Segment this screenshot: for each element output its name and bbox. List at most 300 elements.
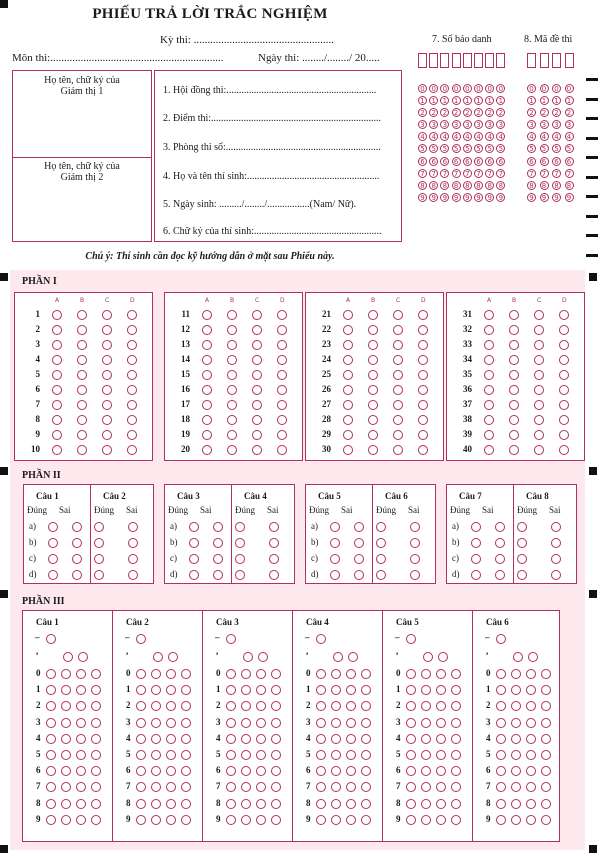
dung-bubble[interactable]: [376, 522, 386, 532]
answer-bubble[interactable]: [52, 430, 62, 440]
digit-bubble[interactable]: [496, 734, 506, 744]
digit-bubble[interactable]: [511, 750, 521, 760]
digit-bubble[interactable]: [91, 815, 101, 825]
digit-bubble[interactable]: [226, 750, 236, 760]
digit-bubble[interactable]: 7: [496, 169, 505, 178]
answer-bubble[interactable]: [559, 415, 569, 425]
sai-bubble[interactable]: [551, 570, 561, 580]
sai-bubble[interactable]: [72, 570, 82, 580]
answer-bubble[interactable]: [127, 385, 137, 395]
answer-bubble[interactable]: [393, 415, 403, 425]
answer-bubble[interactable]: [343, 340, 353, 350]
sai-bubble[interactable]: [269, 522, 279, 532]
answer-bubble[interactable]: [202, 325, 212, 335]
answer-bubble[interactable]: [343, 385, 353, 395]
digit-bubble[interactable]: [91, 734, 101, 744]
comma-bubble[interactable]: [348, 652, 358, 662]
answer-bubble[interactable]: [102, 430, 112, 440]
sai-bubble[interactable]: [410, 538, 420, 548]
write-box[interactable]: [485, 53, 494, 68]
digit-bubble[interactable]: 6: [552, 157, 561, 166]
answer-bubble[interactable]: [343, 415, 353, 425]
write-box[interactable]: [452, 53, 461, 68]
digit-bubble[interactable]: [421, 718, 431, 728]
mon-thi-line[interactable]: Môn thi:...............................................................: [12, 52, 224, 64]
sai-bubble[interactable]: [128, 522, 138, 532]
write-box[interactable]: [527, 53, 536, 68]
answer-bubble[interactable]: [252, 430, 262, 440]
digit-bubble[interactable]: [451, 750, 461, 760]
digit-bubble[interactable]: [421, 669, 431, 679]
sai-bubble[interactable]: [354, 554, 364, 564]
digit-bubble[interactable]: [76, 718, 86, 728]
digit-bubble[interactable]: 0: [552, 84, 561, 93]
answer-bubble[interactable]: [559, 340, 569, 350]
answer-bubble[interactable]: [127, 415, 137, 425]
digit-bubble[interactable]: [271, 734, 281, 744]
answer-bubble[interactable]: [202, 340, 212, 350]
digit-bubble[interactable]: [361, 815, 371, 825]
write-box[interactable]: [474, 53, 483, 68]
answer-bubble[interactable]: [418, 340, 428, 350]
answer-bubble[interactable]: [277, 310, 287, 320]
answer-bubble[interactable]: [227, 400, 237, 410]
digit-bubble[interactable]: 7: [440, 169, 449, 178]
digit-bubble[interactable]: [436, 799, 446, 809]
digit-bubble[interactable]: [436, 718, 446, 728]
write-box[interactable]: [552, 53, 561, 68]
answer-bubble[interactable]: [102, 355, 112, 365]
digit-bubble[interactable]: [316, 750, 326, 760]
digit-bubble[interactable]: 5: [540, 144, 549, 153]
digit-bubble[interactable]: 5: [565, 144, 574, 153]
digit-bubble[interactable]: 4: [452, 132, 461, 141]
digit-bubble[interactable]: [76, 750, 86, 760]
digit-bubble[interactable]: [541, 669, 551, 679]
digit-bubble[interactable]: 2: [552, 108, 561, 117]
digit-bubble[interactable]: 3: [429, 120, 438, 129]
digit-bubble[interactable]: [496, 718, 506, 728]
digit-bubble[interactable]: 9: [429, 193, 438, 202]
digit-bubble[interactable]: [151, 750, 161, 760]
field-diem-thi[interactable]: 2. Điểm thi:....................................................................: [163, 113, 382, 124]
answer-bubble[interactable]: [277, 385, 287, 395]
answer-bubble[interactable]: [227, 310, 237, 320]
digit-bubble[interactable]: 6: [440, 157, 449, 166]
digit-bubble[interactable]: 4: [527, 132, 536, 141]
digit-bubble[interactable]: [256, 734, 266, 744]
write-box[interactable]: [496, 53, 505, 68]
answer-bubble[interactable]: [202, 385, 212, 395]
answer-bubble[interactable]: [393, 325, 403, 335]
digit-bubble[interactable]: [166, 750, 176, 760]
dung-bubble[interactable]: [94, 522, 104, 532]
digit-bubble[interactable]: 4: [474, 132, 483, 141]
digit-bubble[interactable]: [316, 669, 326, 679]
digit-bubble[interactable]: [331, 669, 341, 679]
answer-bubble[interactable]: [534, 385, 544, 395]
answer-bubble[interactable]: [102, 445, 112, 455]
sai-bubble[interactable]: [72, 522, 82, 532]
digit-bubble[interactable]: [226, 734, 236, 744]
sai-bubble[interactable]: [551, 554, 561, 564]
digit-bubble[interactable]: 9: [565, 193, 574, 202]
digit-bubble[interactable]: 9: [474, 193, 483, 202]
answer-bubble[interactable]: [368, 355, 378, 365]
answer-bubble[interactable]: [52, 385, 62, 395]
sai-bubble[interactable]: [269, 554, 279, 564]
sai-bubble[interactable]: [354, 522, 364, 532]
answer-bubble[interactable]: [484, 385, 494, 395]
digit-bubble[interactable]: [496, 669, 506, 679]
digit-bubble[interactable]: [166, 718, 176, 728]
digit-bubble[interactable]: 0: [463, 84, 472, 93]
answer-bubble[interactable]: [252, 415, 262, 425]
sai-bubble[interactable]: [213, 570, 223, 580]
digit-bubble[interactable]: [91, 718, 101, 728]
sai-bubble[interactable]: [213, 522, 223, 532]
answer-bubble[interactable]: [127, 400, 137, 410]
answer-bubble[interactable]: [127, 430, 137, 440]
answer-bubble[interactable]: [52, 310, 62, 320]
digit-bubble[interactable]: [151, 669, 161, 679]
answer-bubble[interactable]: [52, 400, 62, 410]
answer-bubble[interactable]: [509, 310, 519, 320]
answer-bubble[interactable]: [202, 310, 212, 320]
digit-bubble[interactable]: [256, 669, 266, 679]
answer-bubble[interactable]: [393, 340, 403, 350]
digit-bubble[interactable]: 3: [418, 120, 427, 129]
answer-bubble[interactable]: [202, 370, 212, 380]
digit-bubble[interactable]: 5: [418, 144, 427, 153]
answer-bubble[interactable]: [393, 430, 403, 440]
dung-bubble[interactable]: [330, 538, 340, 548]
digit-bubble[interactable]: [421, 815, 431, 825]
digit-bubble[interactable]: [136, 734, 146, 744]
answer-bubble[interactable]: [102, 340, 112, 350]
digit-bubble[interactable]: [271, 669, 281, 679]
dung-bubble[interactable]: [235, 522, 245, 532]
answer-bubble[interactable]: [534, 340, 544, 350]
answer-bubble[interactable]: [77, 325, 87, 335]
digit-bubble[interactable]: 0: [452, 84, 461, 93]
digit-bubble[interactable]: 5: [496, 144, 505, 153]
digit-bubble[interactable]: 9: [418, 193, 427, 202]
write-box[interactable]: [429, 53, 438, 68]
answer-bubble[interactable]: [393, 310, 403, 320]
digit-bubble[interactable]: 8: [474, 181, 483, 190]
digit-bubble[interactable]: [361, 669, 371, 679]
digit-bubble[interactable]: 1: [527, 96, 536, 105]
digit-bubble[interactable]: 4: [485, 132, 494, 141]
digit-bubble[interactable]: [541, 815, 551, 825]
answer-bubble[interactable]: [418, 310, 428, 320]
answer-bubble[interactable]: [484, 430, 494, 440]
answer-bubble[interactable]: [534, 310, 544, 320]
comma-bubble[interactable]: [423, 652, 433, 662]
digit-bubble[interactable]: [496, 799, 506, 809]
answer-bubble[interactable]: [52, 325, 62, 335]
digit-bubble[interactable]: [151, 718, 161, 728]
answer-bubble[interactable]: [484, 340, 494, 350]
digit-bubble[interactable]: [526, 799, 536, 809]
sai-bubble[interactable]: [410, 570, 420, 580]
answer-bubble[interactable]: [52, 340, 62, 350]
answer-bubble[interactable]: [102, 385, 112, 395]
digit-bubble[interactable]: [526, 734, 536, 744]
write-box[interactable]: [440, 53, 449, 68]
answer-bubble[interactable]: [52, 445, 62, 455]
digit-bubble[interactable]: [91, 669, 101, 679]
comma-bubble[interactable]: [438, 652, 448, 662]
digit-bubble[interactable]: [511, 799, 521, 809]
digit-bubble[interactable]: [226, 669, 236, 679]
digit-bubble[interactable]: 8: [429, 181, 438, 190]
answer-bubble[interactable]: [343, 400, 353, 410]
digit-bubble[interactable]: [181, 718, 191, 728]
sai-bubble[interactable]: [495, 554, 505, 564]
digit-bubble[interactable]: 5: [474, 144, 483, 153]
answer-bubble[interactable]: [277, 325, 287, 335]
dung-bubble[interactable]: [48, 570, 58, 580]
answer-bubble[interactable]: [277, 415, 287, 425]
digit-bubble[interactable]: 8: [440, 181, 449, 190]
digit-bubble[interactable]: 6: [474, 157, 483, 166]
digit-bubble[interactable]: 9: [496, 193, 505, 202]
answer-bubble[interactable]: [559, 430, 569, 440]
digit-bubble[interactable]: 4: [552, 132, 561, 141]
digit-bubble[interactable]: [46, 734, 56, 744]
digit-bubble[interactable]: 6: [452, 157, 461, 166]
digit-bubble[interactable]: [151, 734, 161, 744]
sai-bubble[interactable]: [410, 522, 420, 532]
digit-bubble[interactable]: 2: [496, 108, 505, 117]
sai-bubble[interactable]: [128, 570, 138, 580]
digit-bubble[interactable]: [166, 734, 176, 744]
answer-bubble[interactable]: [418, 445, 428, 455]
digit-bubble[interactable]: 7: [485, 169, 494, 178]
answer-bubble[interactable]: [559, 400, 569, 410]
answer-bubble[interactable]: [252, 445, 262, 455]
digit-bubble[interactable]: [226, 718, 236, 728]
digit-bubble[interactable]: 4: [463, 132, 472, 141]
answer-bubble[interactable]: [418, 415, 428, 425]
answer-bubble[interactable]: [393, 370, 403, 380]
answer-bubble[interactable]: [559, 325, 569, 335]
digit-bubble[interactable]: 8: [418, 181, 427, 190]
sai-bubble[interactable]: [269, 538, 279, 548]
digit-bubble[interactable]: 0: [540, 84, 549, 93]
digit-bubble[interactable]: [136, 815, 146, 825]
digit-bubble[interactable]: 8: [463, 181, 472, 190]
digit-bubble[interactable]: [271, 815, 281, 825]
dung-bubble[interactable]: [330, 570, 340, 580]
digit-bubble[interactable]: [61, 799, 71, 809]
answer-bubble[interactable]: [509, 325, 519, 335]
digit-bubble[interactable]: [361, 799, 371, 809]
digit-bubble[interactable]: [346, 750, 356, 760]
digit-bubble[interactable]: 4: [429, 132, 438, 141]
digit-bubble[interactable]: [181, 815, 191, 825]
digit-bubble[interactable]: 0: [565, 84, 574, 93]
digit-bubble[interactable]: 9: [463, 193, 472, 202]
dung-bubble[interactable]: [94, 554, 104, 564]
minus-bubble[interactable]: [406, 634, 416, 644]
digit-bubble[interactable]: 9: [440, 193, 449, 202]
digit-bubble[interactable]: [361, 718, 371, 728]
digit-bubble[interactable]: 5: [429, 144, 438, 153]
digit-bubble[interactable]: [436, 815, 446, 825]
answer-bubble[interactable]: [368, 415, 378, 425]
answer-bubble[interactable]: [559, 310, 569, 320]
answer-bubble[interactable]: [509, 400, 519, 410]
digit-bubble[interactable]: [436, 669, 446, 679]
answer-bubble[interactable]: [102, 310, 112, 320]
sai-bubble[interactable]: [495, 522, 505, 532]
answer-bubble[interactable]: [509, 370, 519, 380]
write-box[interactable]: [463, 53, 472, 68]
digit-bubble[interactable]: 0: [440, 84, 449, 93]
digit-bubble[interactable]: [76, 799, 86, 809]
answer-bubble[interactable]: [127, 340, 137, 350]
sai-bubble[interactable]: [354, 538, 364, 548]
answer-bubble[interactable]: [52, 415, 62, 425]
digit-bubble[interactable]: 7: [463, 169, 472, 178]
digit-bubble[interactable]: 2: [474, 108, 483, 117]
digit-bubble[interactable]: 0: [418, 84, 427, 93]
digit-bubble[interactable]: [421, 799, 431, 809]
answer-bubble[interactable]: [77, 340, 87, 350]
digit-bubble[interactable]: [166, 799, 176, 809]
answer-bubble[interactable]: [52, 370, 62, 380]
digit-bubble[interactable]: [241, 734, 251, 744]
digit-bubble[interactable]: 3: [527, 120, 536, 129]
dung-bubble[interactable]: [235, 570, 245, 580]
digit-bubble[interactable]: [91, 750, 101, 760]
digit-bubble[interactable]: [91, 799, 101, 809]
digit-bubble[interactable]: 6: [418, 157, 427, 166]
answer-bubble[interactable]: [227, 370, 237, 380]
digit-bubble[interactable]: [316, 815, 326, 825]
digit-bubble[interactable]: 1: [540, 96, 549, 105]
digit-bubble[interactable]: [511, 815, 521, 825]
digit-bubble[interactable]: [541, 799, 551, 809]
digit-bubble[interactable]: [181, 799, 191, 809]
digit-bubble[interactable]: [541, 750, 551, 760]
digit-bubble[interactable]: 8: [452, 181, 461, 190]
digit-bubble[interactable]: [331, 718, 341, 728]
digit-bubble[interactable]: [526, 815, 536, 825]
answer-bubble[interactable]: [277, 430, 287, 440]
answer-bubble[interactable]: [102, 325, 112, 335]
answer-bubble[interactable]: [52, 355, 62, 365]
answer-bubble[interactable]: [534, 430, 544, 440]
digit-bubble[interactable]: 3: [440, 120, 449, 129]
dung-bubble[interactable]: [471, 554, 481, 564]
comma-bubble[interactable]: [258, 652, 268, 662]
digit-bubble[interactable]: [61, 669, 71, 679]
write-box[interactable]: [565, 53, 574, 68]
digit-bubble[interactable]: [406, 799, 416, 809]
minus-bubble[interactable]: [226, 634, 236, 644]
answer-bubble[interactable]: [393, 400, 403, 410]
digit-bubble[interactable]: [226, 799, 236, 809]
dung-bubble[interactable]: [471, 522, 481, 532]
digit-bubble[interactable]: [361, 750, 371, 760]
answer-bubble[interactable]: [343, 445, 353, 455]
digit-bubble[interactable]: 0: [527, 84, 536, 93]
answer-bubble[interactable]: [202, 445, 212, 455]
answer-bubble[interactable]: [418, 325, 428, 335]
digit-bubble[interactable]: 5: [485, 144, 494, 153]
comma-bubble[interactable]: [243, 652, 253, 662]
digit-bubble[interactable]: 8: [540, 181, 549, 190]
digit-bubble[interactable]: 1: [452, 96, 461, 105]
digit-bubble[interactable]: 4: [496, 132, 505, 141]
sai-bubble[interactable]: [213, 538, 223, 548]
dung-bubble[interactable]: [48, 522, 58, 532]
dung-bubble[interactable]: [330, 522, 340, 532]
dung-bubble[interactable]: [189, 522, 199, 532]
digit-bubble[interactable]: 1: [418, 96, 427, 105]
digit-bubble[interactable]: 8: [485, 181, 494, 190]
digit-bubble[interactable]: [451, 669, 461, 679]
answer-bubble[interactable]: [343, 370, 353, 380]
digit-bubble[interactable]: 3: [474, 120, 483, 129]
answer-bubble[interactable]: [559, 370, 569, 380]
digit-bubble[interactable]: [76, 734, 86, 744]
digit-bubble[interactable]: 2: [429, 108, 438, 117]
digit-bubble[interactable]: 9: [527, 193, 536, 202]
answer-bubble[interactable]: [559, 355, 569, 365]
digit-bubble[interactable]: [46, 718, 56, 728]
answer-bubble[interactable]: [77, 310, 87, 320]
digit-bubble[interactable]: [406, 718, 416, 728]
digit-bubble[interactable]: [346, 815, 356, 825]
answer-bubble[interactable]: [368, 340, 378, 350]
minus-bubble[interactable]: [316, 634, 326, 644]
answer-bubble[interactable]: [509, 340, 519, 350]
answer-bubble[interactable]: [484, 445, 494, 455]
digit-bubble[interactable]: [346, 718, 356, 728]
answer-bubble[interactable]: [368, 385, 378, 395]
answer-bubble[interactable]: [227, 340, 237, 350]
digit-bubble[interactable]: [166, 815, 176, 825]
sai-bubble[interactable]: [551, 538, 561, 548]
answer-bubble[interactable]: [102, 370, 112, 380]
digit-bubble[interactable]: 0: [429, 84, 438, 93]
digit-bubble[interactable]: [46, 799, 56, 809]
answer-bubble[interactable]: [227, 415, 237, 425]
answer-bubble[interactable]: [77, 385, 87, 395]
digit-bubble[interactable]: [256, 750, 266, 760]
answer-bubble[interactable]: [418, 355, 428, 365]
ngay-thi-line[interactable]: Ngày thi: ......../......../ 20.....: [258, 52, 380, 64]
field-phong-thi[interactable]: 3. Phòng thi số:..............................................................: [163, 142, 381, 153]
answer-bubble[interactable]: [509, 430, 519, 440]
digit-bubble[interactable]: [136, 669, 146, 679]
digit-bubble[interactable]: [451, 815, 461, 825]
digit-bubble[interactable]: [406, 750, 416, 760]
answer-bubble[interactable]: [484, 400, 494, 410]
digit-bubble[interactable]: [346, 734, 356, 744]
answer-bubble[interactable]: [227, 325, 237, 335]
digit-bubble[interactable]: 7: [429, 169, 438, 178]
answer-bubble[interactable]: [77, 370, 87, 380]
digit-bubble[interactable]: [316, 799, 326, 809]
digit-bubble[interactable]: 5: [452, 144, 461, 153]
dung-bubble[interactable]: [517, 570, 527, 580]
